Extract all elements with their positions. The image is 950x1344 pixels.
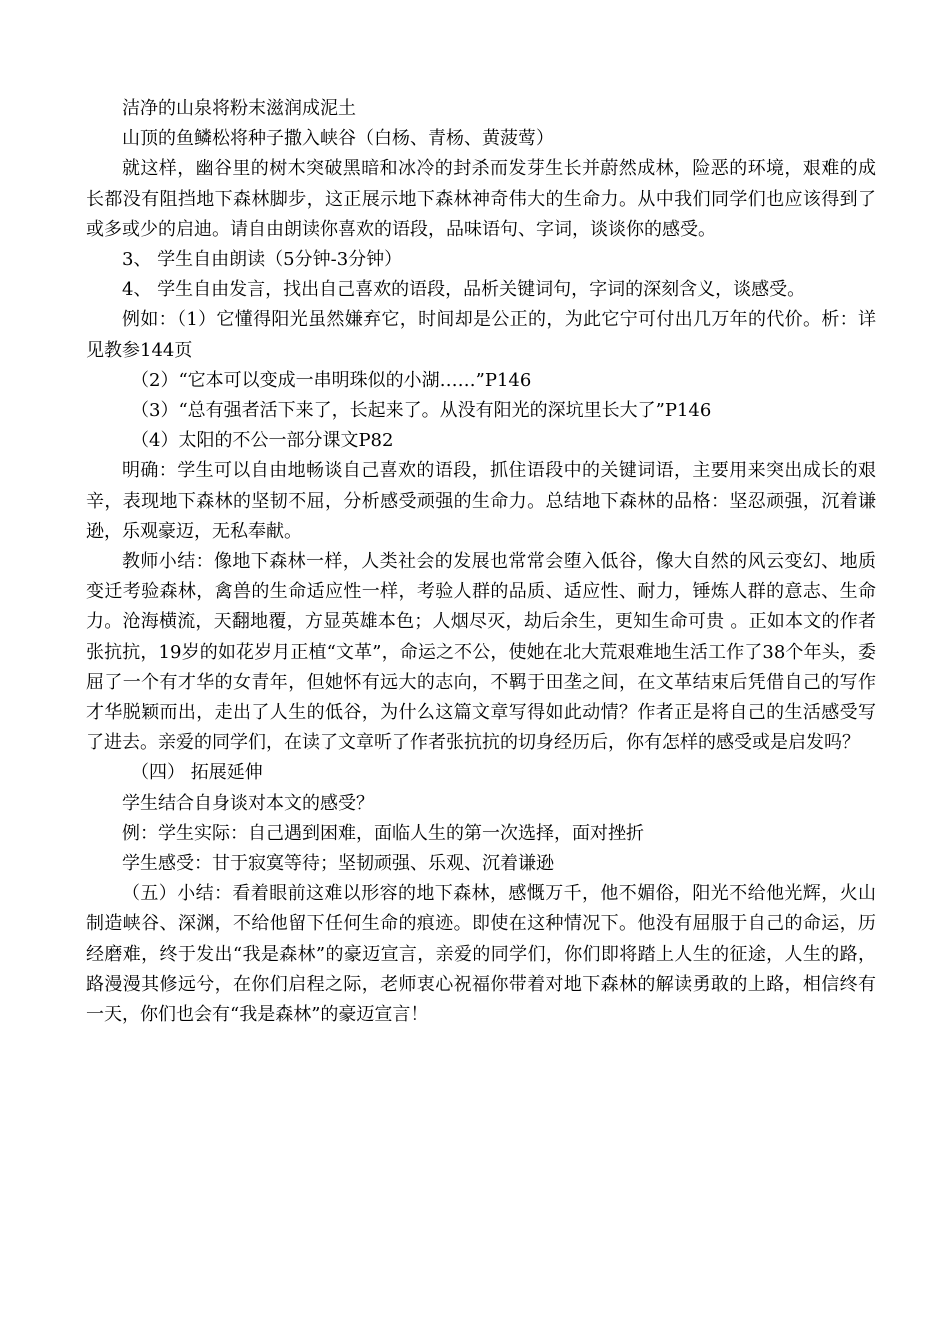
paragraph-conclusion: （五）小结：看着眼前这难以形容的地下森林，感慨万千，他不媚俗，阳光不给他光辉，火山制造峡谷、深渊，不给他留下任何生命的痕迹。即使在这种情况下。他没有屈服于自己的命运，历经磨难，终于发出“我是森林”的豪迈宣言，亲爱的同学们，你们即将踏上人生的征途，人生的路，路漫漫其修远兮，在你们启程之际，老师衷心祝福你带着对地下森林的解读勇敢的上路，相信终有一天，你们也会有“我是森林”的豪迈宣言！ [86,883,876,1026]
paragraph-step-4: 4、 学生自由发言，找出自己喜欢的语段，品析关键词句，字词的深刻含义，谈感受。 [122,279,806,301]
paragraph-forest-growth: 就这样，幽谷里的树木突破黑暗和冰冷的封杀而发芽生长并蔚然成林，险恶的环境，艰难的成长都没有阻挡地下森林脚步，这正展示地下森林神奇伟大的生命力。从中我们同学们也应该得到了或多或少的启迪。请自由朗读你喜欢的语段，品味语句、字词，谈谈你的感受。 [86,158,876,240]
paragraph-pine-seeds: 山顶的鱼鳞松将种子撒入峡谷（白杨、青杨、黄菠莺） [122,128,554,150]
document-body [86,94,876,1030]
paragraph-student-example: 例：学生实际：自己遇到困难，面临人生的第一次选择，面对挫折 [122,822,644,844]
paragraph-step-3: 3、 学生自由朗读（5分钟-3分钟） [122,249,403,271]
paragraph-example-4: （4）太阳的不公一部分课文P82 [131,430,394,452]
paragraph-spring: 洁净的山泉将粉末滋润成泥土 [122,98,356,119]
paragraph-student-reflection: 学生结合自身谈对本文的感受？ [122,792,374,814]
paragraph-teacher-summary: 教师小结：像地下森林一样，人类社会的发展也常常会堕入低谷，像大自然的风云变幻、地质变迁考验森林，禽兽的生命适应性一样，考验人群的品质、适应性、耐力，锤炼人群的意志、生命力。沧海横流，天翻地覆，方显英雄本色；人烟尽灭，劫后余生，更知生命可贵 。正如本文的作者张抗抗，19岁的如花岁月正植“文革”，命运之不公，使她在北大荒艰难地生活工作了38个年头，委屈了一个有才华的女青年，但她怀有远大的志向，不羁于田垄之间，在文革结束后凭借自己的写作才华脱颖而出，走出了人生的低谷，为什么这篇文章写得如此动情？作者正是将自己的生活感受写了进去。亲爱的同学们，在读了文章听了作者张抗抗的切身经历后，你有怎样的感受或是启发吗？ [86,551,876,754]
paragraph-clarification: 明确：学生可以自由地畅谈自己喜欢的语段，抓住语段中的关键词语，主要用来突出成长的艰辛，表现地下森林的坚韧不屈，分析感受顽强的生命力。总结地下森林的品格：坚忍顽强，沉着谦逊，乐观豪迈，无私奉献。 [86,460,876,542]
paragraph-student-feeling: 学生感受：甘于寂寞等待；坚韧顽强、乐观、沉着谦逊 [122,853,554,875]
section-heading-extension: （四） 拓展延伸 [131,762,263,784]
paragraph-example-3: （3）“总有强者活下来了，长起来了。从没有阳光的深坑里长大了”P146 [131,400,712,422]
paragraph-example-2: （2）“它本可以变成一串明珠似的小湖……”P146 [131,369,532,391]
paragraph-example-1: 例如：（1）它懂得阳光虽然嫌弃它，时间却是公正的，为此它宁可付出几万年的代价。析：详见教参144页 [86,309,876,361]
